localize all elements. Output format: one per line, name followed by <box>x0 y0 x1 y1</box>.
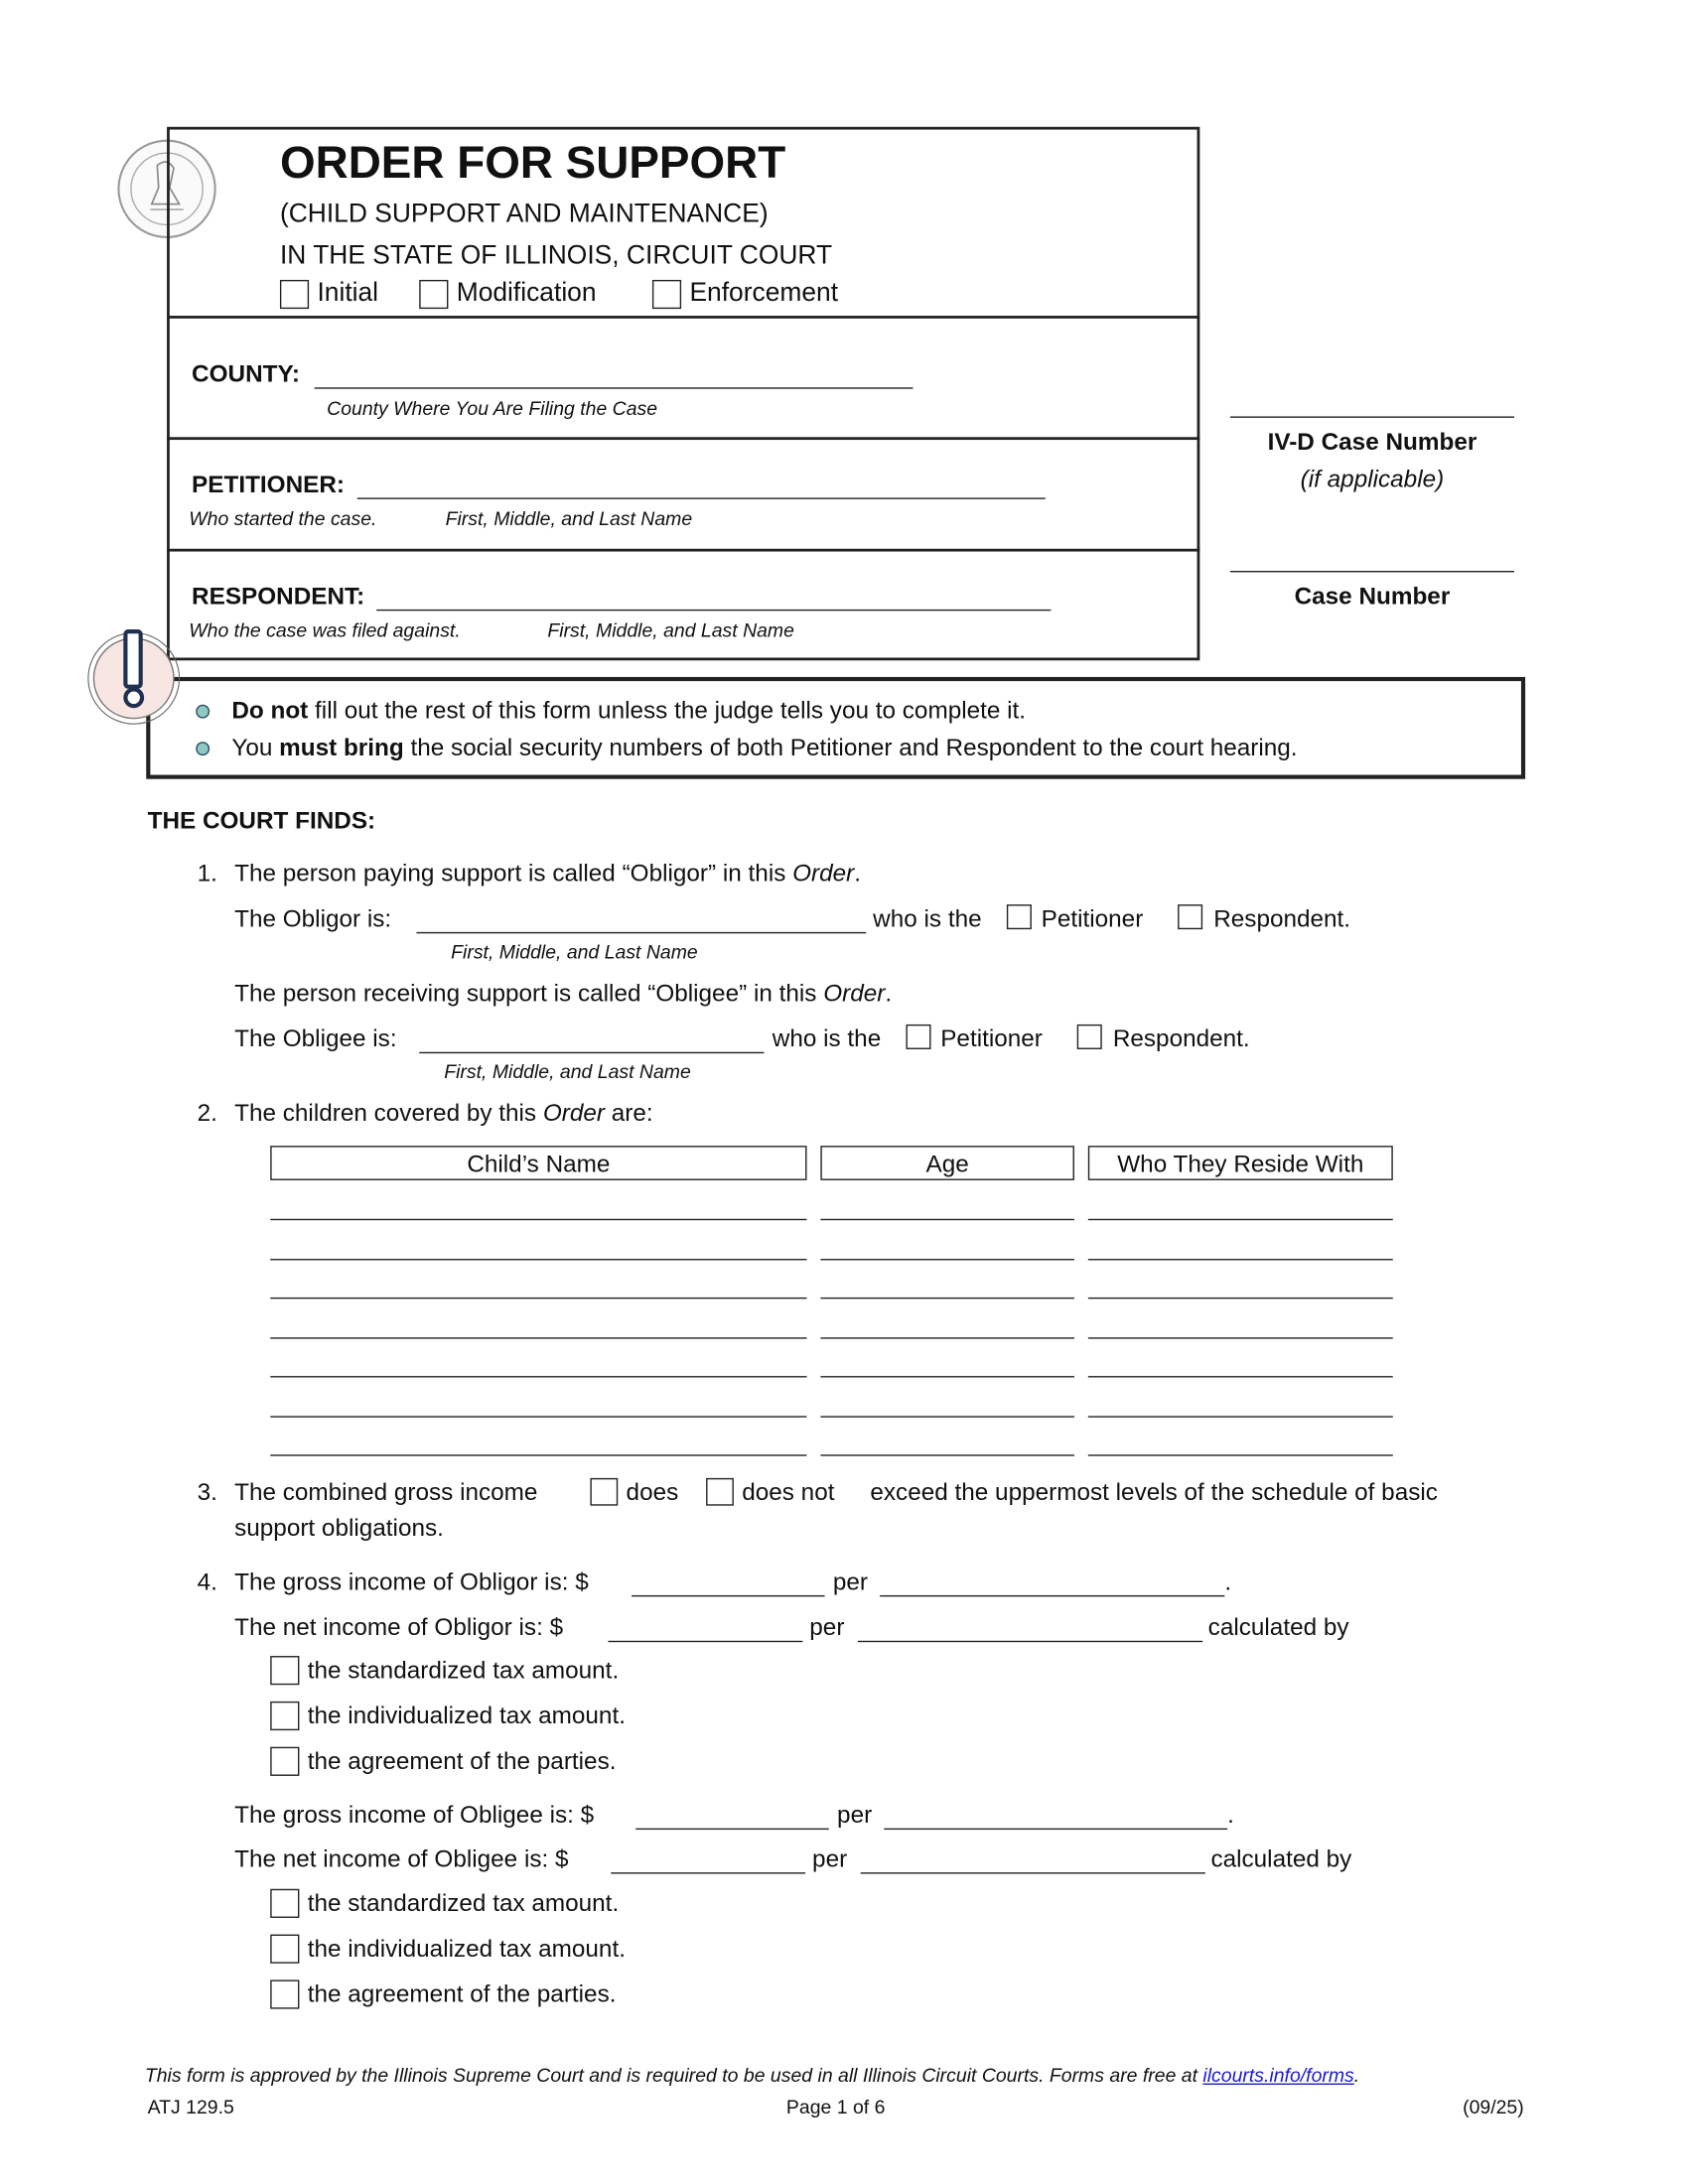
does-not-exceed-checkbox[interactable] <box>706 1478 734 1506</box>
respondent-option-label: Respondent. <box>1213 904 1351 932</box>
gross-income-obligee-amount-field[interactable] <box>635 1829 828 1830</box>
petitioner-option-label: Petitioner <box>1041 904 1144 932</box>
obligor-individualized-tax-checkbox[interactable] <box>270 1702 299 1730</box>
obligor-petitioner-checkbox[interactable] <box>1007 904 1032 929</box>
modification-checkbox[interactable] <box>419 280 448 309</box>
standardized-tax-label: the standardized tax amount. <box>307 1888 620 1917</box>
obligee-label: The Obligee is: <box>234 1024 397 1052</box>
divider <box>167 437 1199 440</box>
gross-income-obligee-label: The gross income of Obligee is: $ <box>234 1800 595 1829</box>
petitioner-name-field[interactable] <box>357 497 1046 498</box>
notice-box <box>146 677 1525 779</box>
who-is-the-text: who is the <box>772 1024 882 1052</box>
child-age-field[interactable] <box>820 1219 1074 1220</box>
child-name-field[interactable] <box>270 1416 806 1417</box>
obligor-definition: The person paying support is called “Obligor” in this Order. <box>234 859 862 887</box>
agreement-label: the agreement of the parties. <box>307 1979 617 2008</box>
child-name-field[interactable] <box>270 1454 806 1455</box>
column-header-resides-with: Who They Reside With <box>1088 1146 1393 1180</box>
enforcement-label: Enforcement <box>689 278 839 308</box>
notice-line-1: Do not fill out the rest of this form unless the judge tells you to complete it. <box>231 696 1027 725</box>
county-caption: County Where You Are Filing the Case <box>327 397 658 420</box>
per-label: per <box>812 1844 848 1873</box>
bullet-icon <box>196 742 210 755</box>
column-header-age: Age <box>820 1146 1074 1180</box>
children-intro: The children covered by this Order are: <box>234 1098 653 1127</box>
obligor-name-field[interactable] <box>416 932 866 933</box>
child-resides-with-field[interactable] <box>1088 1297 1393 1298</box>
item-number: 3. <box>197 1477 217 1506</box>
court-finds-heading: THE COURT FINDS: <box>147 806 376 835</box>
obligor-agreement-checkbox[interactable] <box>270 1747 299 1776</box>
individualized-tax-label: the individualized tax amount. <box>307 1934 626 1963</box>
does-exceed-checkbox[interactable] <box>590 1478 618 1506</box>
form-id: ATJ 129.5 <box>147 2096 234 2118</box>
respondent-name-caption: First, Middle, and Last Name <box>547 618 794 641</box>
county-label: COUNTY: <box>192 359 300 388</box>
page-number: Page 1 of 6 <box>785 2096 886 2118</box>
petitioner-label: PETITIONER: <box>192 470 346 498</box>
form-subtitle: (CHILD SUPPORT AND MAINTENANCE) <box>279 200 769 229</box>
gross-income-obligor-label: The gross income of Obligor is: $ <box>234 1568 589 1595</box>
divider <box>167 316 1199 319</box>
net-income-obligee-label: The net income of Obligee is: $ <box>234 1844 569 1873</box>
per-label: per <box>832 1568 869 1595</box>
does-not-label: does not <box>742 1477 835 1506</box>
child-name-field[interactable] <box>270 1258 806 1259</box>
respondent-option-label: Respondent. <box>1112 1024 1250 1052</box>
calculated-by-label: calculated by <box>1207 1613 1349 1641</box>
child-name-field[interactable] <box>270 1337 806 1338</box>
obligee-definition: The person receiving support is called “Obligee” in this Order. <box>234 979 893 1007</box>
child-resides-with-field[interactable] <box>1088 1258 1393 1259</box>
per-label: per <box>837 1800 873 1829</box>
period-mark: . <box>1227 1800 1234 1829</box>
per-label: per <box>809 1613 845 1641</box>
child-resides-with-field[interactable] <box>1088 1454 1393 1455</box>
child-name-field[interactable] <box>270 1219 806 1220</box>
case-number-field[interactable] <box>1230 571 1514 572</box>
combined-income-text: The combined gross income <box>234 1477 538 1506</box>
enforcement-checkbox[interactable] <box>652 280 681 309</box>
petitioner-option-label: Petitioner <box>940 1024 1043 1052</box>
petitioner-caption: Who started the case. <box>189 507 377 530</box>
obligee-individualized-tax-checkbox[interactable] <box>270 1935 299 1964</box>
child-age-field[interactable] <box>820 1258 1074 1259</box>
child-age-field[interactable] <box>820 1454 1074 1455</box>
child-resides-with-field[interactable] <box>1088 1376 1393 1377</box>
initial-checkbox[interactable] <box>280 280 309 309</box>
form-date: (09/25) <box>1463 2096 1524 2118</box>
does-label: does <box>626 1477 679 1506</box>
notice-line-2: You must bring the social security numbers of both Petitioner and Respondent to the court hearing. <box>231 733 1298 761</box>
ivd-applicable-note: (if applicable) <box>1300 465 1445 492</box>
agreement-label: the agreement of the parties. <box>307 1746 617 1775</box>
obligee-name-caption: First, Middle, and Last Name <box>444 1060 691 1083</box>
period-mark: . <box>1224 1568 1232 1595</box>
initial-label: Initial <box>317 278 379 308</box>
child-resides-with-field[interactable] <box>1088 1219 1393 1220</box>
gross-income-obligor-amount-field[interactable] <box>632 1595 824 1596</box>
obligee-petitioner-checkbox[interactable] <box>907 1024 931 1049</box>
county-field[interactable] <box>315 387 914 388</box>
calculated-by-label: calculated by <box>1210 1844 1352 1873</box>
case-number-label: Case Number <box>1294 582 1451 610</box>
obligor-name-caption: First, Middle, and Last Name <box>451 940 698 963</box>
bullet-icon <box>196 705 210 719</box>
gross-income-obligee-period-field[interactable] <box>884 1829 1227 1830</box>
obligee-agreement-checkbox[interactable] <box>270 1979 299 2008</box>
form-title: ORDER FOR SUPPORT <box>279 136 786 188</box>
child-resides-with-field[interactable] <box>1088 1337 1393 1338</box>
obligee-name-field[interactable] <box>419 1052 764 1053</box>
obligor-respondent-checkbox[interactable] <box>1178 904 1202 929</box>
child-name-field[interactable] <box>270 1376 806 1377</box>
child-age-field[interactable] <box>820 1297 1074 1298</box>
ivd-case-number-label: IV-D Case Number <box>1267 427 1477 456</box>
individualized-tax-label: the individualized tax amount. <box>307 1701 626 1729</box>
obligor-standardized-tax-checkbox[interactable] <box>270 1656 299 1685</box>
net-income-obligor-label: The net income of Obligor is: $ <box>234 1613 564 1641</box>
ivd-case-number-field[interactable] <box>1230 416 1514 417</box>
court-name: IN THE STATE OF ILLINOIS, CIRCUIT COURT <box>279 241 833 271</box>
child-name-field[interactable] <box>270 1297 806 1298</box>
child-age-field[interactable] <box>820 1376 1074 1377</box>
child-age-field[interactable] <box>820 1337 1074 1338</box>
net-income-obligee-amount-field[interactable] <box>611 1872 805 1873</box>
child-resides-with-field[interactable] <box>1088 1416 1393 1417</box>
respondent-caption: Who the case was filed against. <box>189 618 461 641</box>
standardized-tax-label: the standardized tax amount. <box>307 1656 620 1684</box>
net-income-obligor-amount-field[interactable] <box>609 1641 803 1642</box>
respondent-label: RESPONDENT: <box>192 582 365 610</box>
column-header-child-name: Child’s Name <box>270 1146 806 1180</box>
respondent-name-field[interactable] <box>376 610 1051 611</box>
obligee-standardized-tax-checkbox[interactable] <box>270 1889 299 1918</box>
item-number: 4. <box>197 1568 217 1595</box>
approval-notice: This form is approved by the Illinois Supreme Court and is required to be used in all Illinois Circuit Courts. Forms are free at ilcourts.info/forms. <box>144 2064 1360 2087</box>
obligee-respondent-checkbox[interactable] <box>1077 1024 1102 1049</box>
gross-income-obligor-period-field[interactable] <box>880 1595 1224 1596</box>
child-age-field[interactable] <box>820 1416 1074 1417</box>
exclamation-icon <box>82 623 185 726</box>
net-income-obligee-period-field[interactable] <box>861 1872 1205 1873</box>
who-is-the-text: who is the <box>873 904 982 932</box>
item-number: 1. <box>197 859 217 887</box>
exceed-text-continued: support obligations. <box>234 1514 444 1542</box>
divider <box>167 549 1199 552</box>
exceed-text: exceed the uppermost levels of the schedule of basic <box>870 1477 1438 1506</box>
modification-label: Modification <box>456 278 597 308</box>
item-number: 2. <box>197 1098 217 1127</box>
net-income-obligor-period-field[interactable] <box>858 1641 1202 1642</box>
petitioner-name-caption: First, Middle, and Last Name <box>445 507 693 530</box>
forms-link[interactable]: ilcourts.info/forms <box>1202 2064 1354 2087</box>
obligor-label: The Obligor is: <box>234 904 392 932</box>
